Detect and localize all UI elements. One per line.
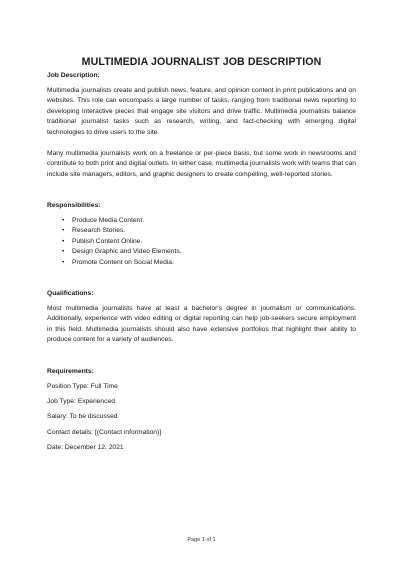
list-item: • Publish Content Online. — [47, 237, 356, 247]
list-item: • Produce Media Content. — [47, 216, 356, 226]
qualifications-paragraph: Most multimedia journalists have at least a bachelor's degree in journalism or communications. Additionally, experience with video editing or digital reporting can help job-seekers secure employment in this field. Multimedia journalists should also have extensive portfolios that highlight their ability to produce content for a variety of audiences. — [47, 304, 356, 344]
bullet-icon: • — [62, 258, 65, 266]
job-description-paragraph-1: Multimedia journalists create and publish news, feature, and opinion content in print publications and on websites. This role can encompass a large number of tasks, ranging from traditional news reporting to developing interactive pieces that engage site visitors and drive traffic. Multimedia journalists balance traditional journalist tasks such as research, writing, and fact-checking with emerging digital technologies to drive users to the site. — [47, 86, 356, 136]
bullet-icon: • — [62, 248, 65, 256]
requirement-job-type: Job Type: Experienced — [47, 397, 115, 405]
qualifications-heading: Qualifications: — [47, 289, 94, 297]
list-item: • Research Stories. — [47, 226, 356, 236]
bullet-icon: • — [62, 237, 65, 245]
job-description-heading: Job Description: — [47, 72, 100, 79]
requirement-date: Date: December 12, 2021 — [47, 444, 124, 452]
page-number-footer: Page 1 of 1 — [187, 537, 216, 543]
bullet-icon: • — [62, 216, 65, 224]
job-description-paragraph-2: Many multimedia journalists work on a freelance or per-piece basis, but some work in newsrooms and contribute to both print and digital outlets. In either case, multimedia journalists work with teams that can include site managers, editors, and graphic designers to create compelling, well-reported stories. — [47, 149, 356, 178]
document-body — [47, 71, 356, 454]
requirement-salary: Salary: To be discussed — [47, 413, 118, 421]
document-title: MULTIMEDIA JOURNALIST JOB DESCRIPTION — [81, 56, 322, 68]
requirement-position-type: Position Type: Full Time — [47, 382, 118, 390]
responsibilities-heading: Responsibilities: — [47, 202, 101, 210]
list-item: • Promote Content on Social Media. — [47, 258, 356, 268]
bullet-icon: • — [62, 227, 65, 235]
list-item: • Design Graphic and Video Elements. — [47, 247, 356, 257]
requirements-heading: Requirements: — [47, 367, 94, 375]
requirement-contact-details: Contact details: [(Contact information)] — [47, 428, 162, 436]
responsibilities-list — [47, 216, 356, 268]
